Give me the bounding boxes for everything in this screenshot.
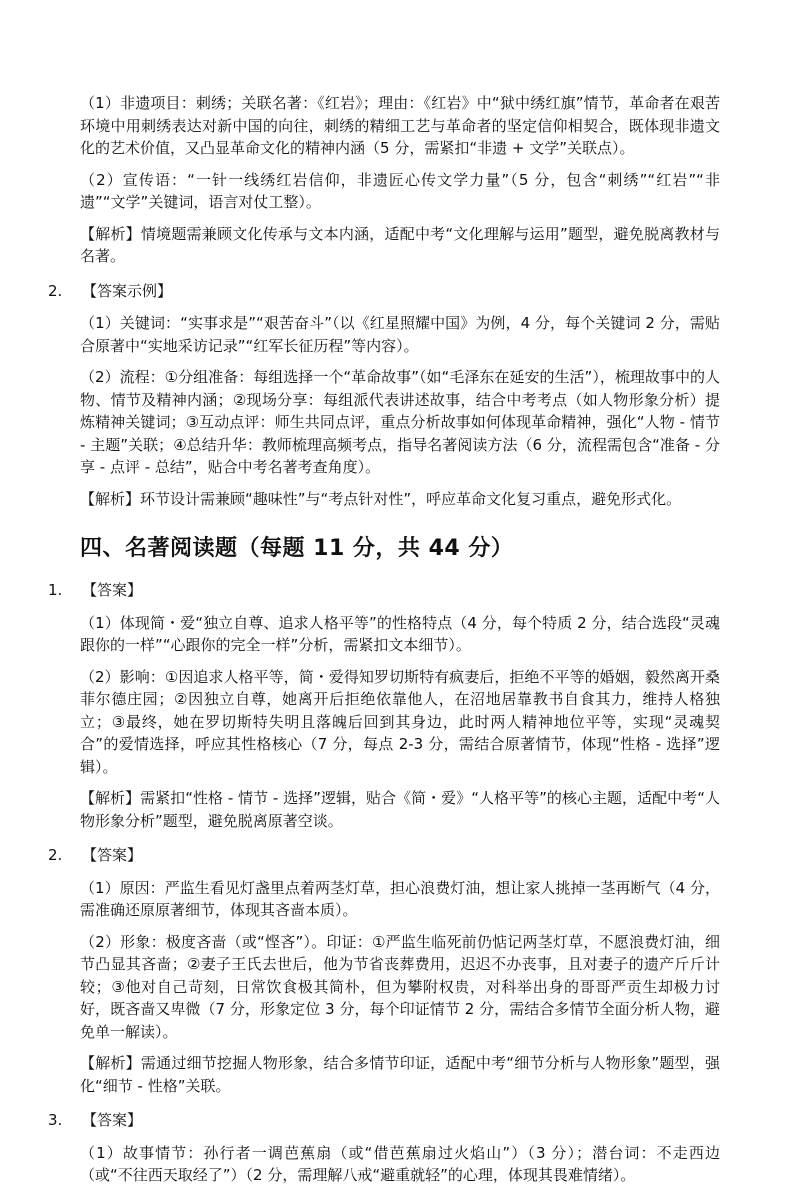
answer-label: 【答案】 <box>82 581 143 599</box>
answer-label: 【答案示例】 <box>82 281 173 300</box>
answer-item-header <box>48 1109 720 1132</box>
answer-label: 【答案】 <box>82 846 143 864</box>
item-number: 2. <box>48 281 63 300</box>
paragraph: （2）宣传语：“一针一线绣红岩信仰，非遗匠心传文学力量”（5 分，包含“刺绣”“红岩”“非遗”“文学”关键词，语言对仗工整）。 <box>80 170 720 211</box>
item-number: 3. <box>48 1111 63 1129</box>
analysis-paragraph: 【解析】需紧扣“性格 - 情节 - 选择”逻辑，贴合《简・爱》“人格平等”的核心主题，适配中考“人物形象分析”题型，避免脱离原著空谈。 <box>80 789 720 830</box>
item-number: 2. <box>48 846 63 864</box>
paragraph: （1）关键词：“实事求是”“艰苦奋斗”（以《红星照耀中国》为例，4 分，每个关键词 2 分，需贴合原著中“实地采访记录”“红军长征历程”等内容）。 <box>80 314 720 355</box>
paragraph: （2）流程：①分组准备：每组选择一个“革命故事”（如“毛泽东在延安的生活”），梳理故事中的人物、情节及精神内涵；②现场分享：每组派代表讲述故事，结合中考考点（如人物形象分析）提炼精神关键词；③互动点评：师生共同点评，重点分析故事如何体现革命精神，强化“人物 - 情节 - 主题”关联；④总结升华：教师梳理高频考点，指导名著阅读方法（6 分，流程需包含“准备 - 分享 - 点评 - 总结”，贴合中考名著考查角度）。 <box>80 368 720 476</box>
paragraph: （1）非遗项目：刺绣；关联名著：《红岩》；理由：《红岩》中“狱中绣红旗”情节，革命者在艰苦环境中用刺绣表达对新中国的向往，刺绣的精细工艺与革命者的坚定信仰相契合，既体现非遗文化的艺术价值，又凸显革命文化的精神内涵（5 分，需紧扣“非遗 + 文学”关联点）。 <box>80 94 720 157</box>
analysis-paragraph: 【解析】环节设计需兼顾“趣味性”与“考点针对性”，呼应革命文化复习重点，避免形式化。 <box>80 489 682 508</box>
answer-item-header <box>48 844 720 867</box>
paragraph: （1）体现简・爱“独立自尊、追求人格平等”的性格特点（4 分，每个特质 2 分，结合选段“灵魂跟你的一样”“心跟你的完全一样”分析，需紧扣文本细节）。 <box>80 613 720 654</box>
paragraph: （1）故事情节：孙行者一调芭蕉扇（或“借芭蕉扇过火焰山”）（3 分）；潜台词：不走西边（或“不往西天取经了”）（2 分，需理解八戒“避重就轻”的心理，体现其畏难情绪）。 <box>80 1143 720 1184</box>
paragraph: （2）形象：极度吝啬（或“悭吝”）。印证：①严监生临死前仍惦记两茎灯草，不愿浪费灯油，细节凸显其吝啬；②妻子王氏去世后，他为节省丧葬费用，迟迟不办丧事，且对妻子的遗产斤斤计较；③他对自己苛刻，日常饮食极其简朴，但为攀附权贵，对科举出身的哥哥严贡生却极力讨好，既吝啬又卑微（7 分，形象定位 3 分，每个印证情节 2 分，需结合多情节全面分析人物，避免单一解读）。 <box>80 932 720 1041</box>
answer-item-header <box>48 579 720 602</box>
paragraph: （2）影响：①因追求人格平等，简・爱得知罗切斯特有疯妻后，拒绝不平等的婚姻，毅然离开桑菲尔德庄园；②因独立自尊，她离开后拒绝依靠他人，在沼地居靠教书自食其力，维持人格独立；③最终，她在罗切斯特失明且落魄后回到其身边，此时两人精神地位平等，实现“灵魂契合”的爱情选择，呼应其性格核心（7 分，每点 2-3 分，需结合原著情节，体现“性格 - 选择”逻辑）。 <box>80 667 720 776</box>
paragraph: （1）原因：严监生看见灯盏里点着两茎灯草，担心浪费灯油，想让家人挑掉一茎再断气（4 分，需准确还原原著细节，体现其吝啬本质）。 <box>80 878 720 919</box>
answer-item-header <box>48 280 720 303</box>
answer-label: 【答案】 <box>82 1111 143 1129</box>
item-number: 1. <box>48 581 63 599</box>
section-heading: 四、名著阅读题（每题 11 分，共 44 分） <box>80 536 514 561</box>
analysis-paragraph: 【解析】需通过细节挖掘人物形象，结合多情节印证，适配中考“细节分析与人物形象”题型，强化“细节 - 性格”关联。 <box>80 1054 720 1095</box>
analysis-paragraph: 【解析】情境题需兼顾文化传承与文本内涵，适配中考“文化理解与运用”题型，避免脱离教材与名著。 <box>80 224 720 265</box>
